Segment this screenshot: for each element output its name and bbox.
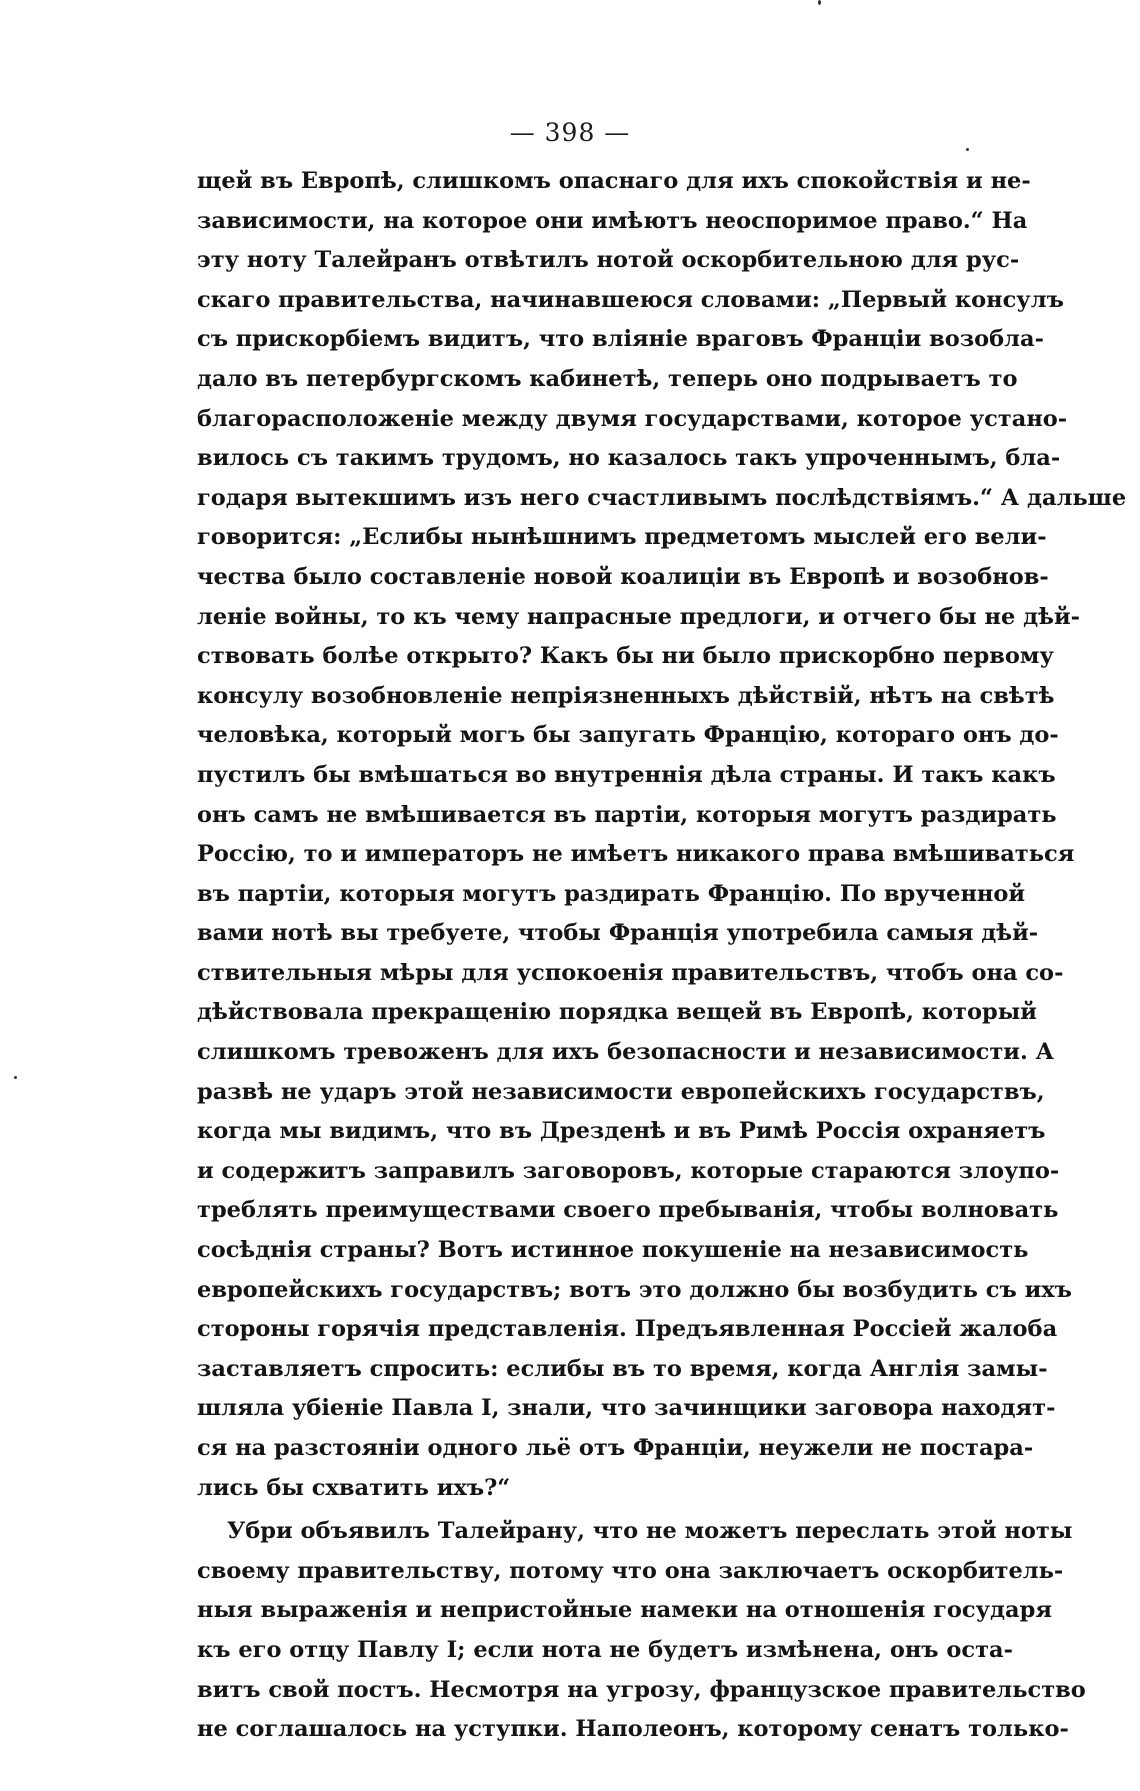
text-line: пустилъ бы вмѣшаться во внутреннія дѣла страны. И такъ какъ [197, 761, 1056, 788]
text-line: дало въ петербургскомъ кабинетѣ, теперь оно подрываетъ то [197, 365, 1018, 392]
text-line: ныя выраженія и непристойные намеки на отношенія государя [197, 1597, 1052, 1624]
ink-speck [818, 0, 821, 5]
text-line: европейскихъ государствъ; вотъ это должно бы возбудить съ ихъ [197, 1276, 1072, 1303]
text-line: ся на разстояніи одного льё отъ Франціи, неужели не постара- [197, 1435, 1034, 1461]
text-line: консулу возобновленіе непріязненныхъ дѣйствій, нѣтъ на свѣтѣ [197, 682, 1055, 709]
text-line: зависимости, на которое они имѣютъ неоспоримое право.“ На [197, 207, 1028, 234]
text-line: въ партіи, которыя могутъ раздирать Францію. По врученной [197, 880, 1026, 907]
text-line: своему правительству, потому что она заключаетъ оскорбитель- [197, 1557, 1064, 1584]
text-line: не соглашалось на уступки. Наполеонъ, которому сенатъ только- [197, 1716, 1069, 1743]
text-line: и содержитъ заправилъ заговоровъ, которые стараются злоупо- [197, 1157, 1060, 1184]
text-line: шляла убіеніе Павла I, знали, что зачинщики заговора находят- [197, 1395, 1056, 1422]
text-line: ствительныя мѣры для успокоенія правительствъ, чтобъ она со- [197, 959, 1064, 986]
text-line: развѣ не ударъ этой независимости европейскихъ государствъ, [197, 1078, 1045, 1105]
text-line: чества было составленіе новой коалиціи въ Европѣ и возобнов- [197, 563, 1049, 590]
text-line: онъ самъ не вмѣшивается въ партіи, которыя могутъ раздирать [197, 801, 1057, 828]
text-line: человѣка, который могъ бы запугать Францію, котораго онъ до- [197, 722, 1059, 749]
text-line: вами нотѣ вы требуете, чтобы Франція употребила самыя дѣй- [197, 920, 1039, 947]
text-line: вилось съ такимъ трудомъ, но казалось такъ упроченнымъ, бла- [197, 445, 1061, 472]
text-line: эту ноту Талейранъ отвѣтилъ нотой оскорбительною для рус- [197, 247, 1020, 274]
text-line: съ прискорбіемъ видитъ, что вліяніе враговъ Франціи возобла- [197, 326, 1044, 353]
ink-speck [966, 148, 969, 151]
text-line: слишкомъ тревоженъ для ихъ безопасности и независимости. А [197, 1039, 1054, 1066]
text-line: когда мы видимъ, что въ Дрезденѣ и въ Римѣ Россія охраняетъ [197, 1118, 1046, 1145]
text-line: годаря вытекшимъ изъ него счастливымъ послѣдствіямъ.“ А дальше [197, 484, 1127, 511]
text-line: говорится: „Еслибы нынѣшнимъ предметомъ мыслей его вели- [197, 524, 1047, 551]
text-line: Россію, то и императоръ не имѣетъ никакого права вмѣшиваться [197, 841, 1075, 868]
text-line: витъ свой постъ. Несмотря на угрозу, французское правительство [197, 1676, 1086, 1703]
text-line: лись бы схватить ихъ?“ [197, 1474, 511, 1501]
text-line: леніе войны, то къ чему напрасные предлоги, и отчего бы не дѣй- [197, 603, 1081, 630]
text-line: благорасположеніе между двумя государствами, которое устано- [197, 405, 1068, 432]
page-number: — 398 — [509, 118, 631, 147]
body-text [197, 162, 1127, 1750]
ink-speck [14, 1076, 17, 1079]
text-line: стороны горячія представленія. Предъявленная Россіей жалоба [197, 1316, 1058, 1343]
text-line: треблять преимуществами своего пребыванія, чтобы волновать [197, 1197, 1059, 1224]
text-line: заставляетъ спросить: еслибы въ то время, когда Англія замы- [197, 1355, 1048, 1382]
text-line: дѣйствовала прекращенію порядка вещей въ Европѣ, который [197, 999, 1037, 1026]
text-line: Убри объявилъ Талейрану, что не можетъ переслать этой ноты [227, 1518, 1073, 1545]
text-line: щей въ Европѣ, слишкомъ опаснаго для ихъ спокойствія и не- [197, 168, 1031, 194]
text-line: ствовать болѣе открыто? Какъ бы ни было прискорбно первому [197, 643, 1054, 670]
text-line: сосѣднія страны? Вотъ истинное покушеніе на независимость [197, 1237, 1029, 1264]
text-line: къ его отцу Павлу I; если нота не будетъ измѣнена, онъ оста- [197, 1636, 1013, 1663]
text-line: скаго правительства, начинавшеюся словами: „Первый консулъ [197, 286, 1064, 313]
